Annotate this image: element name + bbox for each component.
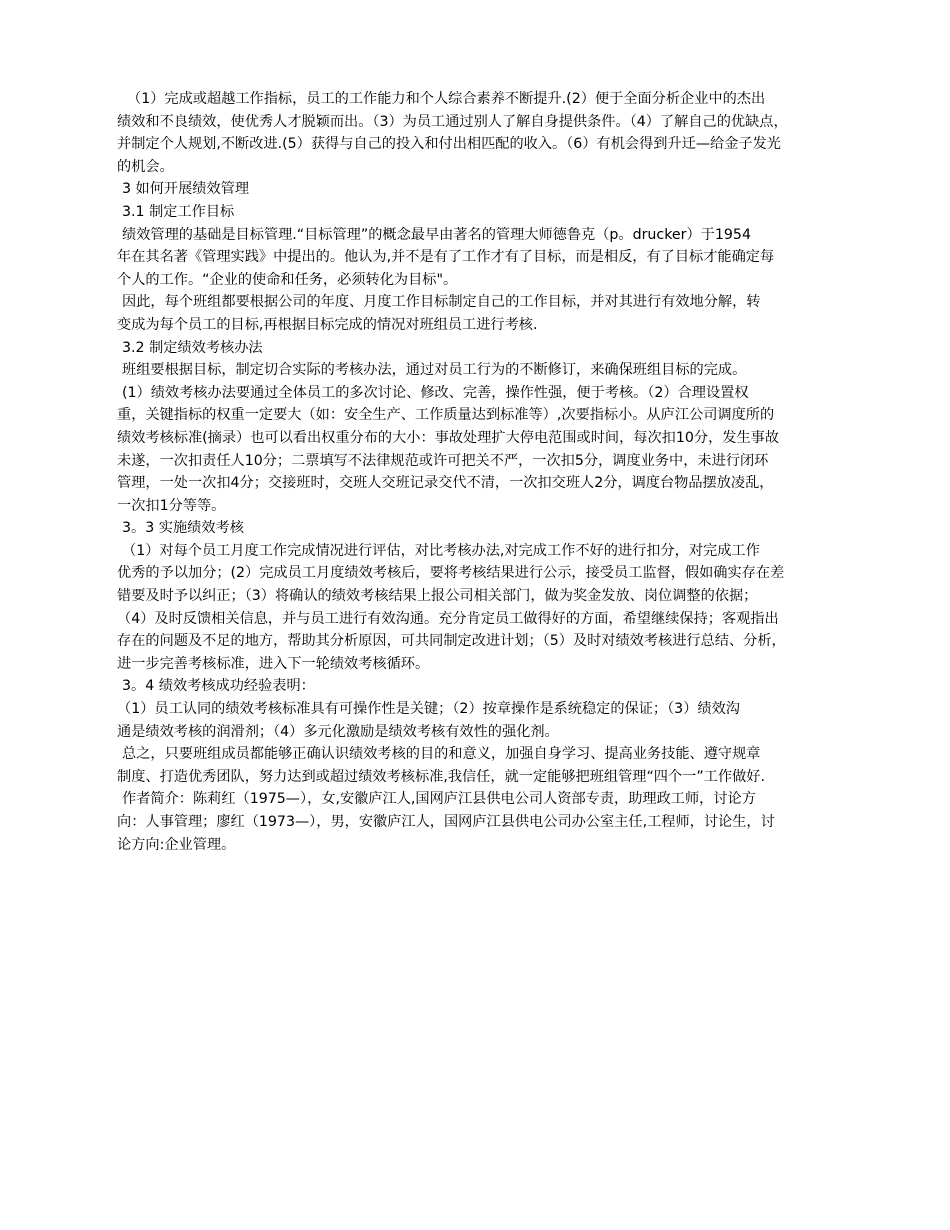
paragraph-success-factors — [117, 698, 862, 743]
text-line: 通是绩效考核的润滑剂；（4）多元化激励是绩效考核有效性的强化剂。 — [117, 723, 559, 740]
paragraph-goal-management — [117, 224, 862, 292]
text-line: 错要及时予以纠正；（3）将确认的绩效考核结果上报公司相关部门，做为奖金发放、岗位调整的依据； — [117, 588, 758, 605]
text-line: 制度、打造优秀团队，努力达到或超过绩效考核标准,我信任，就一定能够把班组管理“四个一”工作做好. — [117, 768, 765, 785]
heading-text: 3。4 绩效考核成功经验表明： — [122, 678, 315, 695]
text-line: 论方向:企业管理。 — [117, 836, 236, 853]
heading-text: 3.2 制定绩效考核办法 — [122, 339, 263, 356]
text-line: 班组要根据目标，制定切合实际的考核办法，通过对员工行为的不断修订，来确保班组目标的完成。 — [122, 362, 747, 379]
heading-text: 3。3 实施绩效考核 — [122, 520, 244, 537]
paragraph-assessment-method — [117, 359, 862, 382]
subsection-heading — [117, 517, 862, 540]
text-line: 变成为每个员工的目标,再根据目标完成的情况对班组员工进行考核. — [117, 316, 538, 333]
text-line: 的机会。 — [117, 158, 174, 175]
text-line: 未遂，一次扣责任人10分；二票填写不法律规范或许可把关不严，一次扣5分，调度业务中，未进行闭环 — [117, 452, 769, 469]
text-line: （4）及时反馈相关信息，并与员工进行有效沟通。充分肯定员工做得好的方面，希望继续保持；客观指出 — [117, 610, 779, 627]
text-line: 向：人事管理；廖红（1973—），男，安徽庐江人，国网庐江县供电公司办公室主任,工程师，讨论生，讨 — [117, 814, 775, 830]
text-line: （1）员工认同的绩效考核标准具有可操作性是关键；（2）按章操作是系统稳定的保证；（3）绩效沟 — [117, 701, 740, 718]
text-line: 管理，一处一次扣4分；交接班时，交班人交班记录交代不清，一次扣交班人2分，调度台物品摆放凌乱， — [117, 475, 774, 492]
text-line: 绩效管理的基础是目标管理.“目标管理”的概念最早由著名的管理大师德鲁克（p。drucker）于1954 — [122, 226, 751, 243]
text-line: 进一步完善考核标准，进入下一轮绩效考核循环。 — [117, 655, 430, 672]
subsection-heading — [117, 675, 862, 698]
text-line: 总之，只要班组成员都能够正确认识绩效考核的目的和意义，加强自身学习、提高业务技能、遵守规章 — [122, 746, 761, 763]
text-line: 重，关键指标的权重一定要大（如：安全生产、工作质量达到标准等）,次要指标小。从庐江公司调度所的 — [117, 407, 775, 424]
heading-text: 3 如何开展绩效管理 — [122, 181, 250, 198]
text-line: 作者简介：陈莉红（1975—），女,安徽庐江人,国网庐江县供电公司人资部专责，助理政工师，讨论方 — [122, 791, 756, 808]
paragraph-implementation — [117, 540, 862, 676]
text-line: 一次扣1分等等。 — [117, 497, 226, 514]
subsection-heading — [117, 201, 862, 224]
text-line: 优秀的予以加分；(2）完成员工月度绩效考核后，要将考核结果进行公示，接受员工监督，假如确实存在差 — [117, 565, 785, 582]
paragraph-author-bio — [117, 788, 862, 856]
text-line: (1）绩效考核办法要通过全体员工的多次讨论、修改、完善，操作性强，便于考核。（2）合理设置权 — [122, 384, 749, 401]
text-line: 存在的问题及不足的地方，帮助其分析原因，可共同制定改进计划；（5）及时对绩效考核进行总结、分析， — [117, 633, 786, 650]
subsection-heading — [117, 337, 862, 360]
text-line: 并制定个人规划,不断改进.(5）获得与自己的投入和付出相匹配的收入。（6）有机会得到升迁—给金子发光 — [117, 136, 781, 153]
paragraph-conclusion — [117, 743, 862, 788]
paragraph-benefits — [117, 88, 862, 178]
text-line: 绩效和不良绩效，使优秀人才脱颖而出。（3）为员工通过别人了解自身提供条件。（4）了解自己的优缺点， — [117, 113, 788, 130]
section-heading — [117, 178, 862, 201]
paragraph-weighting — [117, 382, 862, 518]
text-line: 因此，每个班组都要根据公司的年度、月度工作目标制定自己的工作目标，并对其进行有效地分解，转 — [122, 294, 761, 311]
text-line: （1）完成或超越工作指标，员工的工作能力和个人综合素养不断提升.(2）便于全面分析企业中的杰出 — [127, 91, 766, 107]
text-line: 年在其名著《管理实践》中提出的。他认为,并不是有了工作才有了目标，而是相反，有了目标才能确定每 — [117, 249, 775, 266]
heading-text: 3.1 制定工作目标 — [122, 203, 235, 220]
text-line: 绩效考核标准(摘录）也可以看出权重分布的大小：事故处理扩大停电范围或时间，每次扣10分，发生事故 — [117, 429, 780, 446]
document-body — [117, 88, 862, 856]
text-line: 个人的工作。“企业的使命和任务，必须转化为目标"。 — [117, 271, 458, 288]
text-line: （1）对每个员工月度工作完成情况进行评估，对比考核办法,对完成工作不好的进行扣分，对完成工作 — [122, 542, 760, 559]
paragraph-team-goals — [117, 291, 862, 336]
